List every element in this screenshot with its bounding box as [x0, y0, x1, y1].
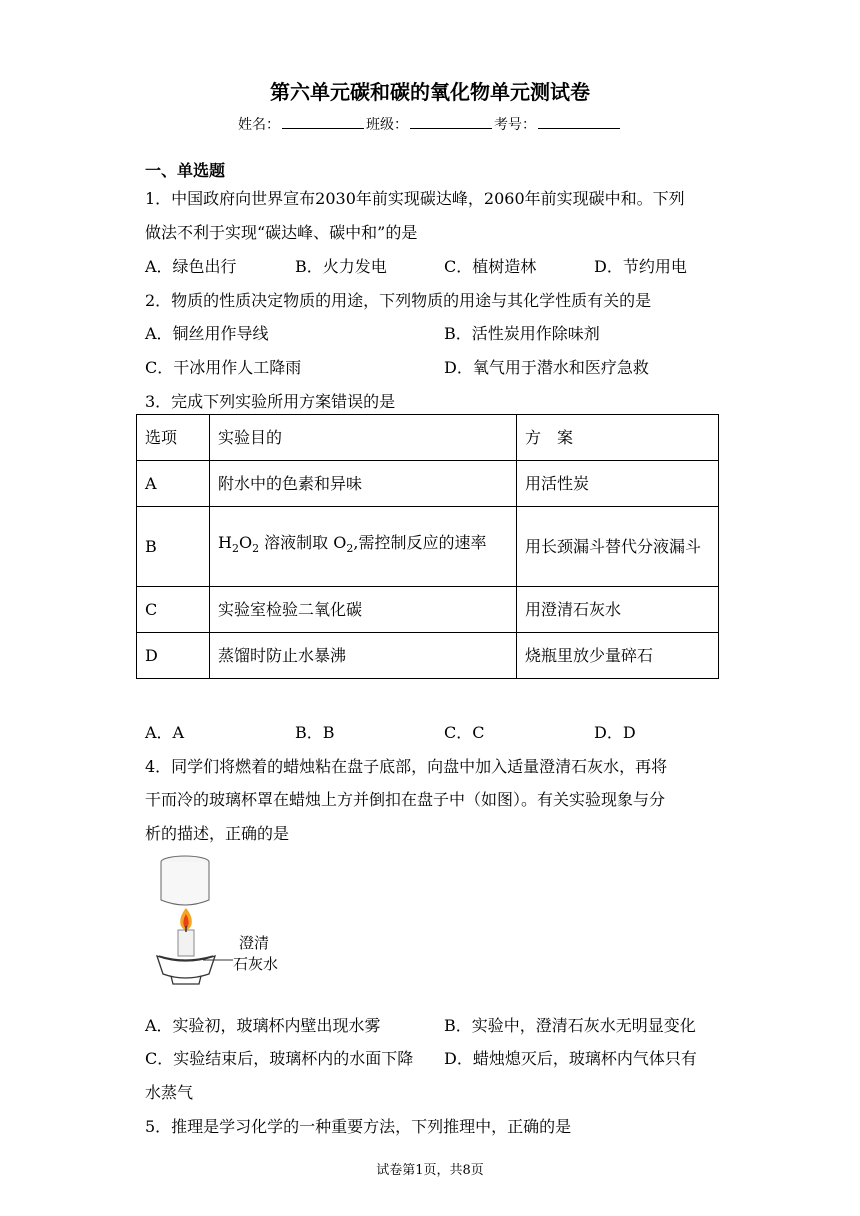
row-plan: 用长颈漏斗替代分液漏斗: [517, 507, 719, 587]
q3-option-a: A．A: [145, 723, 185, 742]
q4-option-d-continued: 水蒸气: [145, 1083, 194, 1102]
name-blank: [282, 116, 364, 129]
q5-stem: 5．推理是学习化学的一种重要方法，下列推理中，正确的是: [145, 1117, 572, 1136]
q4-option-c: C．实验结束后，玻璃杯内的水面下降: [145, 1049, 414, 1068]
header-purpose: 实验目的: [210, 415, 517, 461]
q2-stem: 2．物质的性质决定物质的用途，下列物质的用途与其化学性质有关的是: [145, 291, 652, 310]
candle-experiment-figure: [145, 852, 295, 992]
table-row: [137, 507, 719, 587]
q2-option-b: B．活性炭用作除味剂: [444, 324, 600, 343]
class-label: 班级：: [366, 117, 408, 133]
q4-option-b: B．实验中，澄清石灰水无明显变化: [444, 1016, 696, 1035]
row-plan: 烧瓶里放少量碎石: [517, 633, 719, 679]
exam-no-blank: [538, 116, 620, 129]
row-purpose: $H_2O_2$ 溶液制取 $O_2$,需控制反应的速率: [210, 507, 517, 587]
row-purpose: 实验室检验二氧化碳: [210, 587, 517, 633]
q1-option-b: B．火力发电: [295, 257, 387, 276]
q3-option-c: C．C: [444, 723, 485, 742]
q1-stem-line1: 1．中国政府向世界宣布2030年前实现碳达峰，2060年前实现碳中和。下列: [145, 189, 685, 208]
row-option: D: [137, 633, 210, 679]
section-heading: 一、单选题: [145, 161, 226, 180]
row-plan: 用活性炭: [517, 461, 719, 507]
table-row: [137, 587, 719, 633]
q2-option-d: D．氧气用于潜水和医疗急救: [444, 358, 649, 377]
page-footer: 试卷第1页，共8页: [376, 1163, 484, 1178]
header-plan: 方 案: [517, 415, 719, 461]
q4-stem-line3: 析的描述，正确的是: [145, 824, 290, 843]
row-option: A: [137, 461, 210, 507]
class-blank: [410, 116, 492, 129]
q2-option-a: A．铜丝用作导线: [145, 324, 269, 343]
row-option: C: [137, 587, 210, 633]
q3-option-b: B．B: [295, 723, 335, 742]
figure-label-clear: 澄清: [239, 934, 270, 952]
q4-stem-line1: 4．同学们将燃着的蜡烛粘在盘子底部，向盘中加入适量澄清石灰水，再将: [145, 757, 668, 776]
q3-option-d: D．D: [594, 723, 636, 742]
q1-option-a: A．绿色出行: [145, 257, 237, 276]
row-plan: 用澄清石灰水: [517, 587, 719, 633]
q1-stem-line2: 做法不利于实现“碳达峰、碳中和”的是: [145, 223, 418, 242]
row-purpose: 蒸馏时防止水暴沸: [210, 633, 517, 679]
figure-label-limewater: 石灰水: [233, 955, 279, 973]
q3-table: [136, 414, 719, 679]
name-label: 姓名：: [238, 117, 280, 133]
table-row: [137, 633, 719, 679]
q1-option-c: C．植树造林: [444, 257, 537, 276]
table-row: [137, 461, 719, 507]
q4-stem-line2: 干而冷的玻璃杯罩在蜡烛上方并倒扣在盘子中（如图）。有关实验现象与分: [145, 790, 666, 809]
q4-option-a: A．实验初，玻璃杯内壁出现水雾: [145, 1016, 381, 1035]
student-info: [0, 114, 860, 134]
q2-option-c: C．干冰用作人工降雨: [145, 358, 302, 377]
q3-stem: 3．完成下列实验所用方案错误的是: [145, 392, 396, 411]
row-purpose: 附水中的色素和异味: [210, 461, 517, 507]
header-option: 选项: [137, 415, 210, 461]
q4-option-d: D．蜡烛熄灭后，玻璃杯内气体只有: [444, 1049, 697, 1068]
row-option: B: [137, 507, 210, 587]
table-header-row: [137, 415, 719, 461]
exam-no-label: 考号：: [494, 117, 536, 133]
q1-option-d: D．节约用电: [594, 257, 687, 276]
page-title: 第六单元碳和碳的氧化物单元测试卷: [270, 80, 590, 104]
